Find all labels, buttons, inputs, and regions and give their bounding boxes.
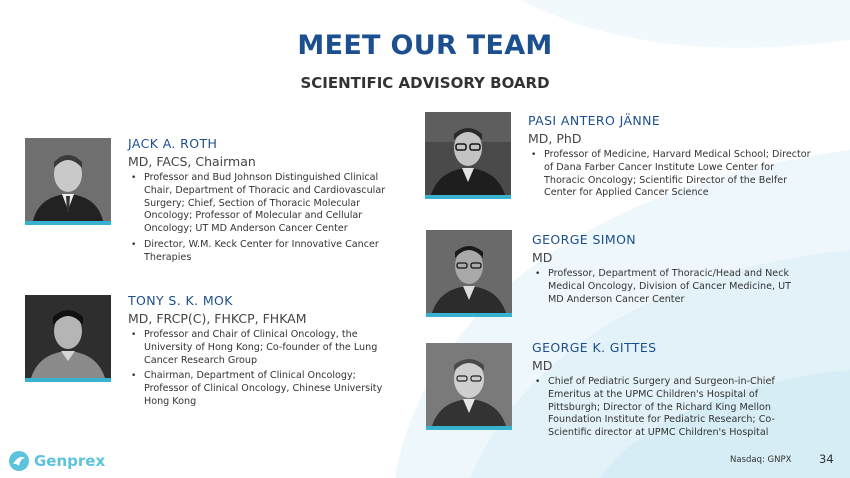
bullet-item: • Professor, Department of Thoracic/Head and Neck Medical Oncology, Division of Cancer Medicine, UT MD Anderson Cancer Center — [532, 268, 802, 306]
member-bullets — [128, 329, 398, 409]
photo-accent-bar — [426, 313, 512, 317]
photo-accent-bar — [25, 378, 111, 382]
photo-accent-bar — [425, 195, 511, 199]
member-name: GEORGE K. GITTES — [532, 340, 657, 355]
member-name: JACK A. ROTH — [128, 136, 218, 151]
person-portrait-icon — [425, 112, 511, 195]
genprex-logo — [8, 449, 105, 473]
bullet-item: • Professor and Bud Johnson Distinguished Clinical Chair, Department of Thoracic and Cardiovascular Surgery; Chief, Section of Thoracic Molecular Oncology; Professor of Molecular and Cellular Oncology; UT MD Anderson Cancer Center — [128, 172, 398, 236]
person-portrait-icon — [426, 343, 512, 426]
member-credentials: MD, FRCP(C), FHKCP, FHKAM — [128, 311, 307, 326]
logo-wordmark: Genprex — [34, 452, 106, 470]
member-credentials: MD — [532, 250, 553, 265]
bullet-item: • Director, W.M. Keck Center for Innovative Cancer Therapies — [128, 239, 398, 265]
page-number: 34 — [819, 452, 834, 466]
person-portrait-icon — [426, 230, 512, 313]
page-title: MEET OUR TEAM — [297, 30, 553, 61]
bullet-item: • Chairman, Department of Clinical Oncology; Professor of Clinical Oncology, Chinese University Hong Kong — [128, 370, 398, 408]
bullet-item: • Chief of Pediatric Surgery and Surgeon-in-Chief Emeritus at the UPMC Children's Hospital of Pittsburgh; Director of the Richard King Mellon Foundation Institute for Pediatric Research; Co-Scientific director at UPMC Children's Hospital — [532, 376, 792, 440]
genprex-logo-icon — [8, 450, 30, 472]
member-credentials: MD — [532, 358, 553, 373]
person-portrait-icon — [25, 138, 111, 221]
page-subtitle: SCIENTIFIC ADVISORY BOARD — [300, 74, 550, 92]
member-pasi-janne — [528, 113, 813, 203]
member-george-simon — [532, 232, 802, 309]
member-jack-roth — [128, 136, 398, 268]
photo-accent-bar — [25, 221, 111, 225]
portrait-george-simon — [426, 230, 512, 317]
photo-accent-bar — [426, 426, 512, 430]
member-george-gittes — [532, 340, 792, 443]
portrait-pasi-janne — [425, 112, 511, 199]
member-credentials: MD, FACS, Chairman — [128, 154, 256, 169]
bullet-item: • Professor of Medicine, Harvard Medical School; Director of Dana Farber Cancer Institute Lowe Center for Thoracic Oncology; Scientific Director of the Belfer Center for Applied Cancer Science — [528, 149, 813, 200]
member-credentials: MD, PhD — [528, 131, 582, 146]
stock-ticker: Nasdaq: GNPX — [730, 455, 792, 465]
person-portrait-icon — [25, 295, 111, 378]
member-bullets — [128, 172, 398, 265]
bullet-item: • Professor and Chair of Clinical Oncology, the University of Hong Kong; Co-founder of the Lung Cancer Research Group — [128, 329, 398, 367]
member-name: GEORGE SIMON — [532, 232, 637, 247]
portrait-tony-mok — [25, 295, 111, 382]
member-name: TONY S. K. MOK — [128, 293, 233, 308]
portrait-george-gittes — [426, 343, 512, 430]
member-name: PASI ANTERO JÄNNE — [528, 113, 661, 128]
member-tony-mok — [128, 293, 398, 412]
portrait-jack-roth — [25, 138, 111, 225]
member-bullets — [532, 376, 792, 440]
member-bullets — [528, 149, 813, 200]
member-bullets — [532, 268, 802, 306]
